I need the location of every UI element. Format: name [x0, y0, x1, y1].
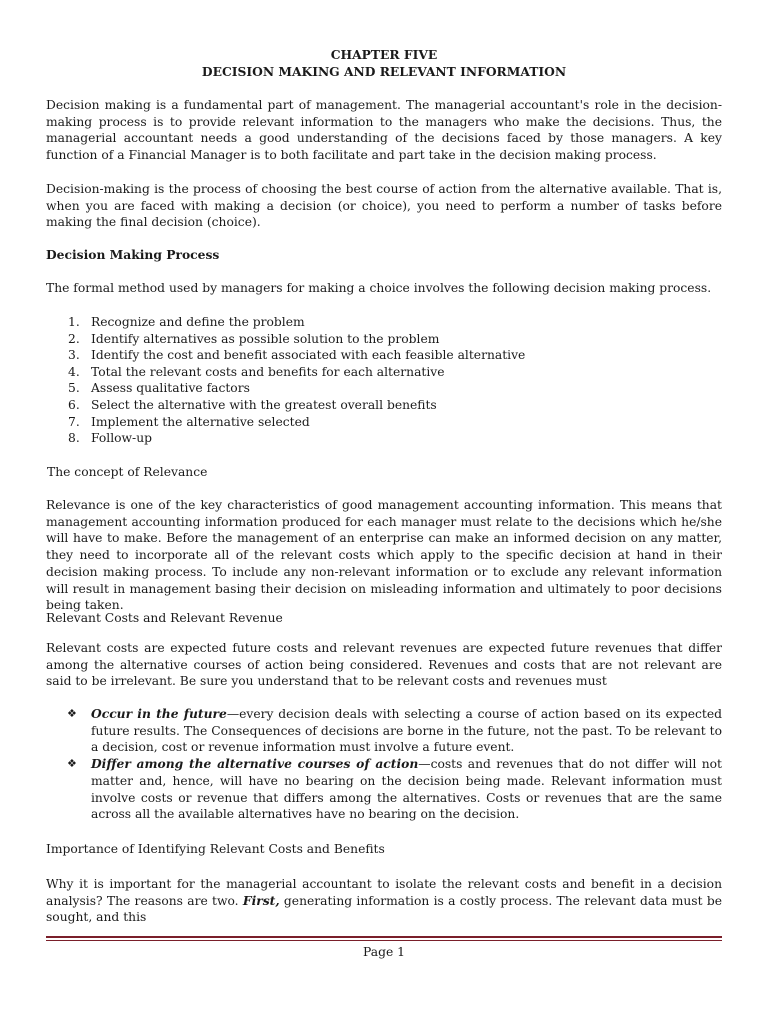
- process-steps-list: [46, 314, 525, 447]
- criteria-list: [46, 706, 722, 823]
- process-intro: The formal method used by managers for making a choice involves the following decision making process.: [46, 281, 712, 295]
- importance-heading: Importance of Identifying Relevant Costs and Benefits: [46, 842, 385, 856]
- step-text: Total the relevant costs and benefits for each alternative: [91, 364, 445, 379]
- list-item: [46, 756, 722, 823]
- step-text: Select the alternative with the greatest overall benefits: [91, 397, 437, 412]
- footer-rule-thick: [46, 936, 722, 938]
- step-number: 6.: [68, 397, 80, 412]
- criterion-lead: Occur in the future: [91, 706, 227, 721]
- process-heading: Decision Making Process: [46, 247, 220, 262]
- step-text: Recognize and define the problem: [91, 315, 305, 329]
- relevance-heading: The concept of Relevance: [47, 465, 208, 479]
- list-item: [46, 414, 525, 431]
- list-item: [46, 380, 525, 397]
- intro-paragraph: Decision making is a fundamental part of management. The managerial accountant's role in the decision-making process is to provide relevant information to the managers who make the decisions. Thus, the managerial accountant needs a good understanding of the decisions faced by those managers. A key function of a Financial Manager is to both facilitate and part take in the decision making process.: [46, 98, 722, 163]
- list-item: [46, 347, 525, 364]
- step-number: 5.: [68, 381, 80, 396]
- step-number: 4.: [68, 364, 80, 379]
- chapter-label: CHAPTER FIVE: [330, 47, 438, 62]
- step-text: Assess qualitative factors: [91, 381, 250, 396]
- relevant-costs-paragraph: Relevant costs are expected future costs and relevant revenues are expected future revenues that differ among the alternative courses of action being considered. Revenues and costs that are not relevant are said to be irrelevant. Be sure you understand that to be relevant costs and revenues must: [46, 641, 722, 689]
- criterion-text: —costs and revenues that do not differ will not matter and, hence, will have no bearing on the decision being made. Relevant information must involve costs or revenue that differs among the alternatives. Costs or revenues that are the same across all the available alternatives have no bearing on the decision.: [91, 757, 722, 822]
- step-text: Implement the alternative selected: [91, 414, 310, 429]
- footer-rule-thin: [46, 940, 722, 941]
- page-number: Page 1: [363, 945, 405, 959]
- first-emphasis: First,: [242, 892, 280, 908]
- criterion-lead: Differ among the alternative courses of action: [91, 756, 419, 772]
- chapter-title: DECISION MAKING AND RELEVANT INFORMATION: [201, 64, 567, 79]
- importance-text-a: Why it is important for the managerial accountant to isolate the relevant costs and benefit in a decision analysis? The reasons are two.: [46, 877, 722, 908]
- step-number: 8.: [68, 431, 80, 446]
- step-number: 1.: [68, 315, 80, 329]
- diamond-bullet-icon: ❖: [67, 757, 77, 771]
- definition-paragraph: Decision-making is the process of choosing the best course of action from the alternative available. That is, when you are faced with making a decision (or choice), you need to perform a number of tasks before making the final decision (choice).: [46, 182, 722, 230]
- diamond-bullet-icon: ❖: [67, 707, 77, 720]
- step-number: 7.: [68, 414, 80, 429]
- importance-paragraph: [46, 876, 722, 926]
- step-number: 3.: [68, 348, 80, 363]
- relevance-paragraph: Relevance is one of the key characteristics of good management accounting information. This means that management accounting information produced for each manager must relate to the decisions which he/she will have to make. Before the management of an enterprise can make an informed decision on any matter, they need to incorporate all of the relevant costs which apply to the specific decision at hand in their decision making process. To include any non-relevant information or to exclude any relevant information will result in management basing their decision on misleading information and ultimately to poor decisions being taken.: [46, 498, 722, 613]
- list-item: [46, 397, 525, 414]
- step-number: 2.: [68, 331, 80, 346]
- list-item: [46, 706, 722, 756]
- importance-text-b: generating information is a costly process. The relevant data must be sought, and this: [46, 893, 722, 925]
- list-item: [46, 430, 525, 447]
- list-item: [46, 314, 525, 331]
- step-text: Identify alternatives as possible solution to the problem: [91, 331, 440, 346]
- list-item: [46, 364, 525, 381]
- step-text: Follow-up: [91, 431, 153, 446]
- criterion-text: —every decision deals with selecting a course of action based on its expected future results. The Consequences of decisions are borne in the future, not the past. To be relevant to a decision, cost or revenue information must involve a future event.: [91, 707, 722, 755]
- list-item: [46, 331, 525, 348]
- step-text: Identify the cost and benefit associated with each feasible alternative: [91, 348, 526, 363]
- relevant-costs-heading: Relevant Costs and Relevant Revenue: [46, 611, 283, 625]
